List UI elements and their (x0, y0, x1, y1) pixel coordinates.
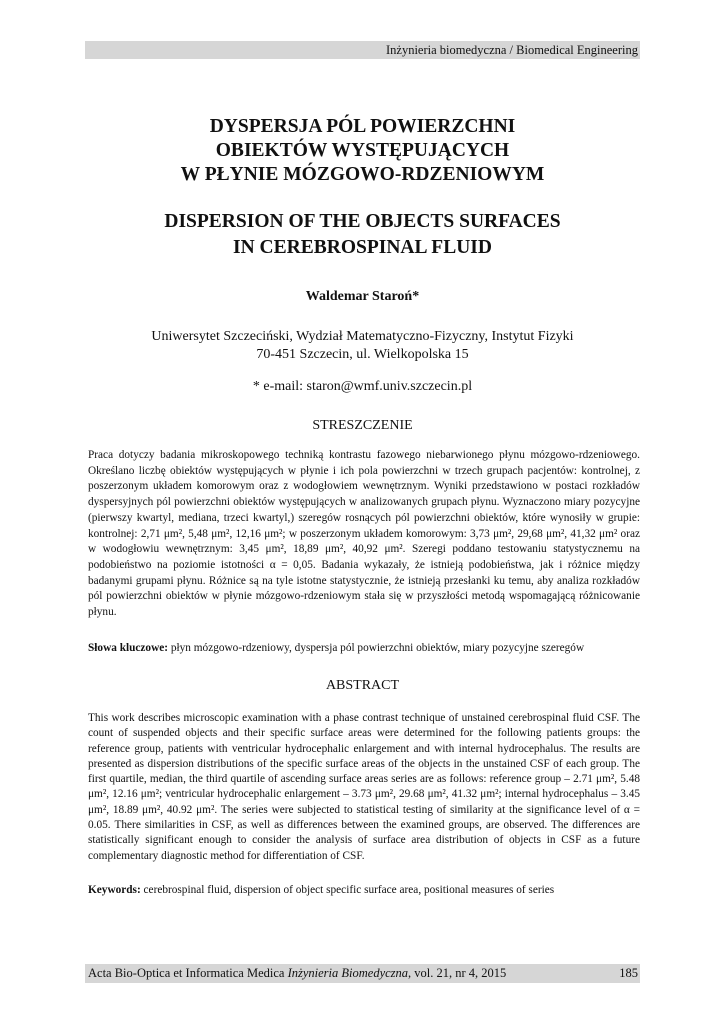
keywords-polish (88, 641, 640, 656)
author-email: * e-mail: staron@wmf.univ.szczecin.pl (252, 379, 473, 394)
footer-journal: Acta Bio-Optica et Informatica Medica (88, 966, 288, 980)
title-polish (85, 115, 640, 187)
title-pl-line-3: W PŁYNIE MÓZGOWO-RDZENIOWYM (180, 164, 545, 185)
footer-journal-italic: Inżynieria Biomedyczna (287, 966, 409, 980)
title-en-line-1: DISPERSION OF THE OBJECTS SURFACES (164, 211, 561, 232)
running-header (85, 41, 640, 59)
footer-citation (88, 966, 506, 981)
footer-volume: , vol. 21, nr 4, 2015 (408, 966, 507, 980)
title-english (85, 209, 640, 261)
keywords-en-label: Keywords: (88, 884, 141, 896)
keywords-pl-label: Słowa kluczowe: (88, 642, 169, 654)
streszczenie-body: Praca dotyczy badania mikroskopowego techniką kontrastu fazowego niebarwionego płynu mózgowo-rdzeniowego. Określano liczbę obiektów występujących w płynie i ich pola powierzchni w trzech grupach pacjentów: kontrolnej, z poszerzonym układem komorowym oraz z wodogłowiem wewnętrznym. Wyniki przedstawiono w postaci rozkładów dyspersyjnych pól powierzchni obiektów występujących w analizowanych grupach płynu. Wyznaczono miary pozycyjne (pierwszy kwartyl, mediana, trzeci kwartyl,) szeregów rosnących pól powierzchni obiektów, które wynosiły w grupie: kontrolnej: 2,71 μm², 5,48 μm², 12,16 μm²; w poszerzonym układem komorowym: 3,73 μm², 29,68 μm², 41,32 μm² oraz w wodogłowiu wewnętrznym: 3,45 μm², 18,89 μm², 40,92 μm². Szeregi poddano testowaniu statystycznemu na podobieństwo na poziomie istotności α = 0,05. Badania wykazały, że istnieją podobieństwa, jak i różnice między badanymi grupami płynu. Różnice są na tyle istotne statystycznie, że istnieją przesłanki ku temu, aby analiza rozkładów pól powierzchni obiektów w płynie mózgowo-rdzeniowym stała się w przyszłości metodą wspomagającą różnicowanie płynu. (88, 449, 640, 619)
running-footer (85, 964, 640, 983)
keywords-pl-text: płyn mózgowo-rdzeniowy, dyspersja pól powierzchni obiektów, miary pozycyjne szeregów (168, 642, 585, 654)
title-pl-line-1: DYSPERSJA PÓL POWIERZCHNI (209, 116, 516, 137)
streszczenie-heading: STRESZCZENIE (312, 418, 413, 433)
keywords-english (88, 883, 640, 898)
keywords-en-text: cerebrospinal fluid, dispersion of object specific surface area, positional measures of series (140, 884, 555, 896)
affiliation (85, 328, 640, 364)
abstract-heading: ABSTRACT (325, 678, 400, 693)
abstract-body: This work describes microscopic examination with a phase contrast technique of unstained cerebrospinal fluid CSF. The count of suspended objects and their specific surface areas were determined for the following patients groups: the reference group, patients with ventricular hydrocephalic enlargement and with internal hydrocephalus. The results are presented as dispersion distributions of the specific surface areas of the objects in the unstained CSF of each group. The first quartile, median, the third quartile of ascending surface areas series are as follows: reference group – 2.71 μm², 5.48 μm², 12.16 μm²; ventricular hydrocephalic enlargement – 3.73 μm², 29.68 μm², 41.32 μm²; internal hydrocephalus – 3.45 μm², 18.89 μm², 40.92 μm². The series were subjected to statistical testing of similarity at the significance level of α = 0.05. There similarities in CSF, as well as differences between the examined groups, are observed. The differences are statistically significant enough to consider the analysis of surface area distribution of objects in CSF as a future complementary diagnostic method for differentiation of CSF. (88, 712, 640, 862)
journal-section: Inżynieria biomedyczna / Biomedical Engineering (386, 43, 638, 57)
title-en-line-2: IN CEREBROSPINAL FLUID (233, 237, 492, 258)
page-number: 185 (619, 966, 638, 980)
affiliation-line-1: Uniwersytet Szczeciński, Wydział Matematyczno-Fizyczny, Instytut Fizyki (151, 329, 574, 344)
title-pl-line-2: OBIEKTÓW WYSTĘPUJĄCYCH (215, 140, 510, 161)
author-name: Waldemar Staroń* (305, 289, 420, 304)
affiliation-line-2: 70-451 Szczecin, ul. Wielkopolska 15 (256, 347, 469, 362)
